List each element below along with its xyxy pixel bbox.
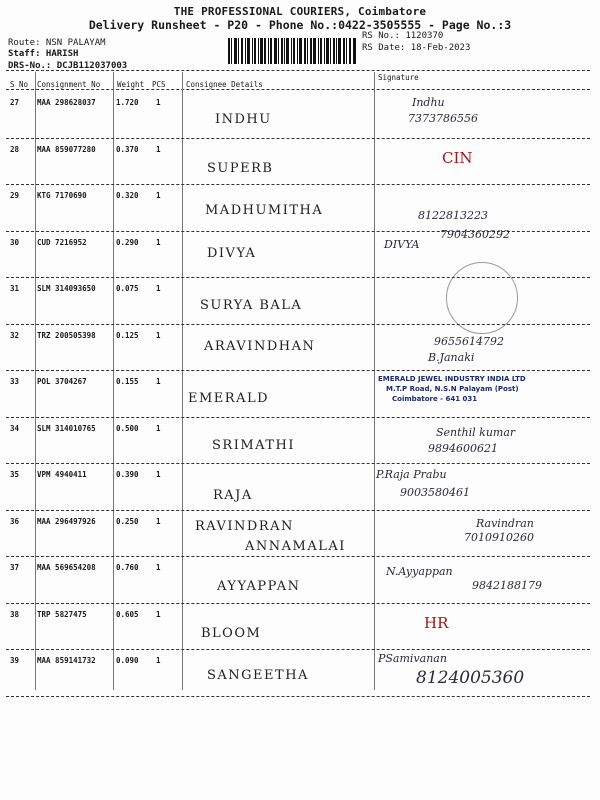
row-weight: 0.250: [116, 516, 139, 526]
row-signature-line2: 8122813223: [418, 209, 488, 222]
row-consignment-no: TRZ 200505398: [37, 330, 96, 340]
column-rule: [113, 72, 114, 690]
row-signature-line2: 7373786556: [408, 112, 478, 125]
row-signature-line2: B.Janaki: [428, 350, 475, 364]
row-consignee: AYYAPPAN: [217, 579, 301, 594]
row-signature-line2: 8124005360: [416, 668, 525, 688]
row-pcs: 1: [156, 516, 161, 526]
row-weight: 0.290: [116, 237, 139, 247]
row-consignment-no: KTG 7170690: [37, 191, 87, 200]
rs-date: RS Date: 18-Feb-2023: [362, 43, 471, 53]
row-divider: [6, 417, 590, 418]
row-sno: 38: [10, 609, 20, 619]
row-signature-line2: 7904360292: [440, 227, 510, 241]
row-consignment-no: TRP 5827475: [37, 609, 87, 619]
row-consignee: SANGEETHA: [207, 668, 309, 683]
row-weight: 0.370: [116, 144, 139, 154]
column-rule: [374, 72, 375, 690]
row-signature-line2: 9003580461: [400, 486, 470, 499]
row-sno: 33: [10, 377, 20, 386]
row-consignment-no: CUD 7216952: [37, 237, 87, 247]
row-pcs: 1: [156, 330, 161, 340]
row-pcs: 1: [156, 377, 161, 386]
row-sno: 29: [10, 191, 20, 200]
row-signature-line1: Senthil kumar: [436, 425, 516, 439]
row-signature-line2: M.T.P Road, N.S.N Palayam (Post): [386, 385, 519, 393]
row-divider: [6, 603, 590, 604]
row-divider: [6, 463, 590, 464]
row-signature-line1: DIVYA: [384, 237, 420, 251]
row-consignee: SUPERB: [207, 160, 274, 176]
row-consignee: SURYA BALA: [200, 298, 303, 313]
runsheet-title: Delivery Runsheet - P20 - Phone No.:0422-3505555 - Page No.:3: [88, 18, 512, 32]
route-label: Route: NSN PALAYAM: [8, 38, 106, 48]
row-consignee: ARAVINDHAN: [204, 338, 316, 354]
row-consignment-no: SLM 314093650: [37, 284, 96, 293]
row-consignee: INDHU: [215, 112, 272, 127]
row-signature-line1: Indhu: [412, 96, 445, 109]
row-sno: 35: [10, 470, 20, 479]
col-sno-header: S No: [10, 80, 29, 89]
row-consignee: SRIMATHI: [212, 437, 295, 453]
column-rule: [182, 72, 183, 690]
row-signature-line3: ANNAMALAI: [245, 538, 346, 554]
row-signature-line1: 9655614792: [434, 334, 504, 348]
row-divider: [6, 277, 590, 278]
column-header-divider: [6, 89, 590, 90]
row-signature-line2: 9842188179: [472, 579, 542, 592]
row-divider: [6, 510, 590, 511]
row-signature-line1: Ravindran: [476, 516, 534, 530]
row-pcs: 1: [156, 98, 161, 107]
row-consignment-no: VPM 4940411: [37, 470, 87, 479]
row-pcs: 1: [156, 609, 161, 619]
row-weight: 0.075: [116, 284, 139, 293]
row-sno: 36: [10, 516, 20, 526]
row-weight: 0.390: [116, 470, 139, 479]
col-weight-header: Weight: [117, 80, 145, 89]
row-weight: 1.720: [116, 98, 139, 107]
row-divider: [6, 370, 590, 371]
row-consignee: EMERALD: [188, 391, 270, 406]
row-consignee: MADHUMITHA: [205, 203, 324, 218]
col-signature-header: Signature: [378, 73, 419, 82]
row-sno: 27: [10, 98, 20, 107]
row-divider: [6, 324, 590, 325]
col-consignment-header: Consignment No: [37, 80, 101, 89]
row-divider: [6, 696, 590, 697]
row-consignee: RAJA: [213, 488, 253, 503]
row-consignment-no: MAA 569654208: [37, 563, 96, 572]
row-weight: 0.090: [116, 656, 139, 665]
row-sno: 32: [10, 330, 20, 340]
row-weight: 0.605: [116, 609, 139, 619]
row-sno: 30: [10, 237, 20, 247]
row-signature-line1: PSamivanan: [378, 652, 447, 665]
row-pcs: 1: [156, 284, 161, 293]
drs-number: DRS-No.: DCJB112037003: [8, 61, 128, 71]
row-divider: [6, 649, 590, 650]
col-consignee-header: Consignee Details: [186, 80, 263, 89]
row-pcs: 1: [156, 237, 161, 247]
row-divider: [6, 556, 590, 557]
column-rule: [35, 72, 36, 690]
row-signature-line1: CIN: [442, 148, 473, 167]
barcode-image: [228, 38, 356, 64]
row-pcs: 1: [156, 656, 161, 665]
row-consignee: BLOOM: [201, 625, 262, 641]
row-sno: 31: [10, 284, 20, 293]
row-consignment-no: MAA 859077280: [37, 144, 96, 154]
row-consignment-no: POL 3704267: [37, 377, 87, 386]
row-divider: [6, 184, 590, 185]
row-signature-line2: 7010910260: [464, 530, 534, 544]
row-sno: 28: [10, 144, 20, 154]
row-consignee: DIVYA: [207, 245, 257, 261]
row-signature-line1: N.Ayyappan: [386, 565, 453, 578]
row-consignment-no: SLM 314010765: [37, 423, 96, 433]
company-title: THE PROFESSIONAL COURIERS, Coimbatore: [173, 5, 427, 18]
col-pcs-header: PCS: [152, 80, 166, 89]
row-pcs: 1: [156, 191, 161, 200]
row-weight: 0.320: [116, 191, 139, 200]
staff-label: Staff: HARISH: [8, 49, 79, 59]
row-consignment-no: MAA 859141732: [37, 656, 96, 665]
row-sno: 39: [10, 656, 20, 665]
row-sno: 34: [10, 423, 20, 433]
rs-number: RS No.: 1120370: [362, 31, 444, 41]
row-signature-line1: HR: [424, 613, 449, 632]
header-divider: [6, 70, 590, 71]
row-pcs: 1: [156, 563, 161, 572]
row-signature-line1: P.Raja Prabu: [376, 468, 447, 481]
row-consignment-no: MAA 296497926: [37, 516, 96, 526]
row-pcs: 1: [156, 144, 161, 154]
row-weight: 0.125: [116, 330, 139, 340]
row-pcs: 1: [156, 423, 161, 433]
row-pcs: 1: [156, 470, 161, 479]
row-weight: 0.155: [116, 377, 139, 386]
row-weight: 0.760: [116, 563, 139, 572]
row-consignment-no: MAA 298628037: [37, 98, 96, 107]
row-consignee: RAVINDRAN: [195, 518, 294, 534]
row-signature-line2: 9894600621: [428, 441, 498, 455]
row-weight: 0.500: [116, 423, 139, 433]
row-signature-line1: EMERALD JEWEL INDUSTRY INDIA LTD: [378, 375, 526, 383]
row-signature-line3: Coimbatore - 641 031: [392, 395, 478, 403]
row-sno: 37: [10, 563, 20, 572]
row-divider: [6, 138, 590, 139]
